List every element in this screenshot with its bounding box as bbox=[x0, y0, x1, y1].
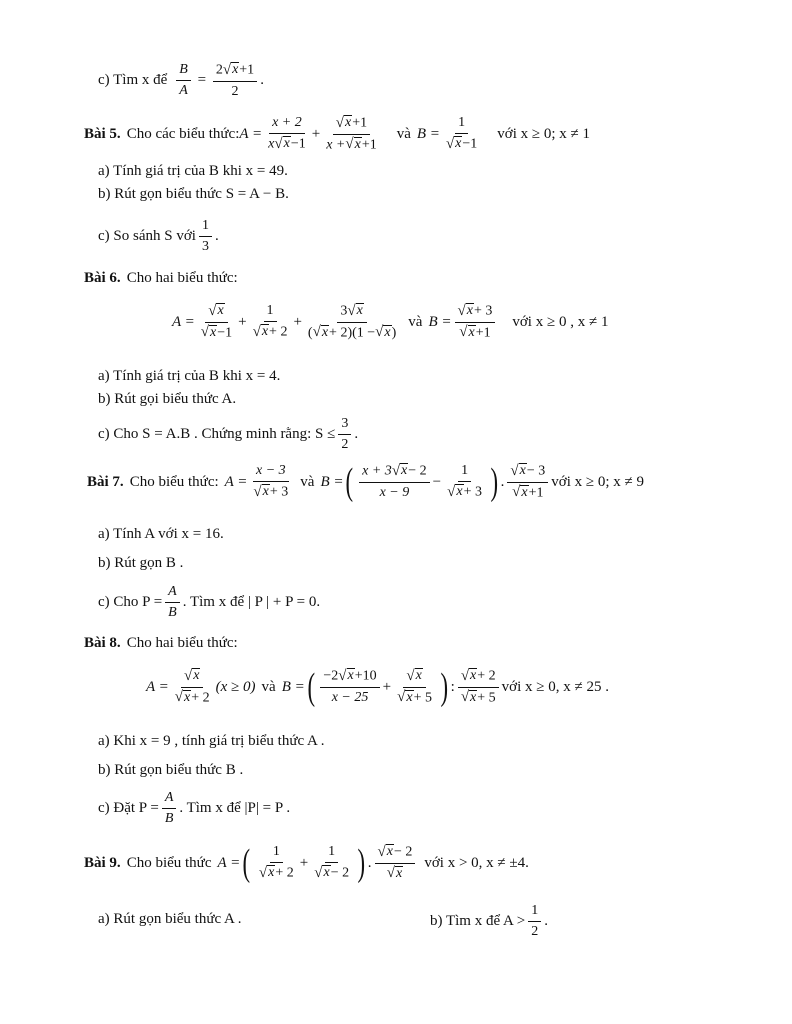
bai6-f3-paren-close: ) bbox=[391, 325, 397, 341]
bai4-c-rhs-plus: +1 bbox=[239, 62, 255, 78]
bai7-c-fraction bbox=[165, 584, 180, 621]
bai7-fraction-1: x − 3 √ x + 3 bbox=[253, 463, 289, 501]
bai7-header: Bài 7. Cho biểu thức: A = x − 3 √ x + 3 và B = ( x + 3 √ x − 2 x − 9 − 1 √ x + 3 ) . √ x − 3 √ x +1 với x ≥ 0; x ≠ 9 bbox=[87, 461, 644, 504]
bai5-fraction-1: x + 2 x √ x −1 bbox=[268, 115, 306, 153]
bai9-b bbox=[430, 903, 548, 940]
bai9-f3-num-c: − 2 bbox=[393, 844, 413, 860]
bai5-f3-den-c: −1 bbox=[462, 137, 478, 153]
bai7-paren-close: ) bbox=[490, 461, 499, 504]
bai8-condition: với x ≥ 0, x ≠ 25 . bbox=[501, 678, 609, 695]
bai6-f4-den-root: x bbox=[468, 324, 475, 340]
bai8-plus: + bbox=[382, 678, 392, 695]
bai7-c bbox=[98, 584, 320, 621]
bai6-intro: Cho hai biểu thức: bbox=[126, 270, 238, 286]
bai5-header bbox=[84, 115, 590, 154]
bai6-f1-num-root: x bbox=[217, 303, 224, 318]
bai8-f2-num-root: x bbox=[347, 668, 354, 684]
bai9-b-fraction bbox=[528, 903, 541, 940]
bai5-fraction-2: √ x +1 x + √ x +1 bbox=[326, 114, 377, 153]
bai7-fraction-3: 1 √ x + 3 bbox=[447, 463, 482, 501]
bai6-and: và bbox=[408, 313, 423, 330]
bai8-f2-num-c: +10 bbox=[354, 669, 377, 685]
bai7-fraction-2: x + 3 √ x − 2 x − 9 bbox=[359, 463, 430, 501]
bai7-and: và bbox=[300, 473, 315, 490]
bai6-a-symbol: A = bbox=[172, 313, 195, 330]
bai9-f1-den-c: + 2 bbox=[275, 866, 294, 882]
bai6-f2-den-c: + 2 bbox=[269, 325, 288, 341]
bai7-f3-den-root: x bbox=[456, 484, 463, 500]
bai7-f4-den-c: +1 bbox=[528, 485, 544, 501]
bai5-a-symbol: A = bbox=[239, 125, 263, 142]
bai7-f2-num-root: x bbox=[401, 463, 408, 479]
bai7-intro: Cho biểu thức: bbox=[129, 473, 219, 490]
bai9-header: Bài 9. Cho biểu thức A = ( 1 √ x + 2 + 1 √ x − 2 ) . √ x − 2 √ x với x > 0, x ≠ ±4. bbox=[84, 842, 529, 885]
bai9-b-tail: . bbox=[544, 913, 549, 930]
bai4-c-prefix: c) Tìm x để bbox=[98, 72, 168, 89]
bai6-f2-den-root: x bbox=[261, 324, 269, 340]
bai5-intro: Cho các biểu thức: bbox=[126, 125, 240, 142]
bai8-c-num: A bbox=[162, 790, 177, 809]
bai8-c-tail: . Tìm x để |P| = P . bbox=[179, 800, 291, 817]
bai6-c-den: 2 bbox=[341, 437, 349, 453]
bai8-f4-den-c: + 5 bbox=[477, 690, 496, 706]
bai6-fraction-1: √ x √ x −1 bbox=[200, 302, 233, 341]
bai5-f1-num: x + 2 bbox=[269, 115, 305, 134]
bai5-a-text: a) Tính giá trị của B khi x = 49. bbox=[98, 163, 288, 179]
bai6-c bbox=[98, 416, 358, 453]
bai7-label: Bài 7. bbox=[87, 473, 124, 490]
bai5-f1-den-a: x bbox=[268, 137, 275, 153]
bai5-f2-num-root: x bbox=[345, 115, 352, 130]
bai6-f4-den-c: +1 bbox=[475, 325, 491, 341]
bai8-divide: : bbox=[450, 678, 455, 695]
bai4-c-rhs-root: x bbox=[232, 62, 239, 77]
bai9-f1-num: 1 bbox=[270, 844, 283, 863]
bai8-formula bbox=[146, 668, 609, 707]
bai4-c-lhs-fraction bbox=[176, 62, 191, 99]
bai6-f2-num: 1 bbox=[264, 303, 277, 322]
bai6-f3-den-mid: + 2)(1 − bbox=[329, 325, 376, 341]
bai9-b-prefix: b) Tìm x để A > bbox=[430, 913, 526, 930]
bai8-f3-den-c: + 5 bbox=[413, 690, 432, 706]
bai9-a-text: a) Rút gọn biểu thức A . bbox=[98, 911, 242, 927]
bai5-a bbox=[98, 163, 288, 180]
bai9-a bbox=[98, 911, 242, 928]
bai8-f2-num-a: −2 bbox=[323, 669, 339, 685]
bai5-b-text: b) Rút gọn biểu thức S = A − B. bbox=[98, 186, 289, 202]
bai6-b bbox=[98, 391, 236, 408]
bai5-f2-den-root: x bbox=[354, 136, 361, 152]
bai5-b bbox=[98, 186, 289, 203]
bai9-paren-open: ( bbox=[242, 842, 251, 885]
bai5-and: và bbox=[396, 125, 411, 142]
bai6-fraction-2: 1 √ x + 2 bbox=[252, 303, 288, 341]
bai6-f1-den-c: −1 bbox=[217, 325, 233, 341]
bai6-f1-den-root: x bbox=[210, 324, 217, 340]
bai5-condition: với x ≥ 0; x ≠ 1 bbox=[497, 125, 591, 142]
bai8-c-den: B bbox=[164, 811, 174, 827]
bai6-fraction-3: 3 √ x ( √ x + 2)(1 − √ x ) bbox=[307, 302, 397, 341]
bai8-f4-den-root: x bbox=[470, 689, 477, 705]
bai6-c-num: 3 bbox=[338, 416, 351, 435]
bai8-paren-close: ) bbox=[440, 666, 449, 709]
bai6-formula: A = √ x √ x −1 + 1 √ x + 2 + 3 √ x ( √ x + 2)(1 − √ x ) và B = √ x + 3 √ x +1 với x ≥ 0 , x ≠ 1 bbox=[172, 302, 609, 341]
bai6-f3-num-coef: 3 bbox=[340, 303, 348, 319]
bai8-f3-num-root: x bbox=[415, 668, 422, 683]
bai5-c bbox=[98, 218, 219, 255]
bai6-f3-num-root: x bbox=[356, 303, 363, 318]
bai5-f2-den-a: x + bbox=[326, 137, 346, 153]
bai7-f4-num-root: x bbox=[519, 463, 526, 478]
bai7-b bbox=[98, 555, 183, 572]
bai4-c-tail: . bbox=[260, 72, 264, 89]
bai8-c-fraction bbox=[162, 790, 177, 827]
bai6-c-tail: . bbox=[354, 426, 359, 443]
bai9-b-num: 1 bbox=[528, 903, 541, 922]
bai8-f4-num-root: x bbox=[470, 668, 477, 683]
bai8-and: và bbox=[261, 678, 276, 695]
bai8-a-symbol: A = bbox=[146, 678, 169, 695]
bai7-f1-num: x − 3 bbox=[253, 463, 289, 482]
bai6-f4-num-root: x bbox=[466, 303, 473, 318]
bai5-b-symbol: B = bbox=[416, 125, 440, 142]
bai8-intro: Cho hai biểu thức: bbox=[126, 635, 238, 651]
bai6-f3-paren-open: ( bbox=[307, 325, 313, 341]
bai9-f1-den-root: x bbox=[268, 865, 275, 881]
bai7-c-tail: . Tìm x để | P | + P = 0. bbox=[182, 594, 321, 611]
bai4-c-rhs-coef: 2 bbox=[215, 62, 223, 78]
bai7-f2-den: x − 9 bbox=[379, 485, 410, 501]
bai6-label: Bài 6. bbox=[84, 270, 121, 286]
bai8-f3-den-root: x bbox=[406, 689, 413, 705]
bai7-c-num: A bbox=[165, 584, 180, 603]
bai8-fraction-4: √ x + 2 √ x + 5 bbox=[458, 668, 499, 707]
bai8-f1-den-c: + 2 bbox=[191, 690, 210, 706]
bai8-c bbox=[98, 790, 290, 827]
bai9-label: Bài 9. bbox=[84, 854, 121, 871]
bai5-c-den: 3 bbox=[201, 239, 209, 255]
bai9-b-den: 2 bbox=[531, 924, 539, 940]
bai9-fraction-3: √ x − 2 √ x bbox=[375, 844, 416, 883]
bai7-c-prefix: c) Cho P = bbox=[98, 594, 163, 611]
bai9-f2-den-c: − 2 bbox=[330, 866, 350, 882]
bai8-b bbox=[98, 762, 243, 779]
bai6-c-fraction bbox=[338, 416, 351, 453]
bai9-f2-num: 1 bbox=[325, 844, 338, 863]
bai5-plus: + bbox=[311, 125, 321, 142]
bai8-a-condition: (x ≥ 0) bbox=[215, 678, 256, 695]
bai9-f3-den-root: x bbox=[395, 865, 403, 881]
bai8-a bbox=[98, 733, 325, 750]
bai7-c-den: B bbox=[168, 605, 177, 621]
bai7-condition: với x ≥ 0; x ≠ 9 bbox=[551, 473, 644, 490]
bai7-f1-den-root: x bbox=[262, 484, 269, 500]
bai7-f3-num: 1 bbox=[458, 463, 471, 482]
bai6-header bbox=[84, 270, 238, 287]
bai9-paren-close: ) bbox=[357, 842, 366, 885]
bai8-f2-den: x − 25 bbox=[331, 690, 369, 706]
bai8-label: Bài 8. bbox=[84, 635, 121, 651]
bai8-f1-den-root: x bbox=[184, 689, 191, 705]
bai5-f1-den-c: −1 bbox=[290, 137, 306, 153]
bai6-b-symbol: B = bbox=[428, 313, 452, 330]
bai6-f4-num-c: + 3 bbox=[473, 303, 493, 319]
bai6-b-text: b) Rút gọi biểu thức A. bbox=[98, 391, 237, 407]
bai7-f1-den-c: + 3 bbox=[269, 485, 289, 501]
bai9-fraction-1: 1 √ x + 2 bbox=[258, 844, 294, 882]
bai4-c-lhs-num: B bbox=[176, 62, 191, 81]
bai8-b-symbol: B = bbox=[281, 678, 305, 695]
bai5-f3-num: 1 bbox=[455, 115, 468, 134]
bai5-c-num: 1 bbox=[199, 218, 212, 237]
bai5-f2-den-c: +1 bbox=[361, 137, 377, 153]
bai5-label: Bài 5. bbox=[84, 125, 121, 142]
bai7-f4-num-c: − 3 bbox=[526, 463, 546, 479]
bai7-minus: − bbox=[432, 473, 442, 490]
bai4-c-line: c) Tìm x để $\frac{B}{A}$ = 2 √ x +1 2 . bbox=[98, 61, 264, 99]
bai5-f1-den-root: x bbox=[283, 136, 290, 152]
bai8-fraction-1: √ x √ x + 2 bbox=[174, 667, 210, 706]
bai7-b-symbol: B = bbox=[320, 473, 344, 490]
bai4-c-rhs-den: 2 bbox=[231, 83, 239, 99]
bai7-f3-den-c: + 3 bbox=[463, 485, 482, 501]
bai8-b-text: b) Rút gọn biểu thức B . bbox=[98, 762, 244, 778]
bai7-f2-num-c: − 2 bbox=[408, 464, 427, 480]
bai5-fraction-3: 1 √ x −1 bbox=[445, 115, 478, 153]
bai5-f2-num-c: +1 bbox=[352, 115, 368, 131]
bai6-condition: với x ≥ 0 , x ≠ 1 bbox=[512, 313, 609, 330]
bai5-c-prefix: c) So sánh S với bbox=[98, 228, 196, 245]
bai8-a-text: a) Khi x = 9 , tính giá trị biểu thức A . bbox=[98, 733, 325, 749]
bai6-fraction-4: √ x + 3 √ x +1 bbox=[455, 303, 496, 342]
bai7-f4-den-root: x bbox=[521, 484, 528, 500]
bai6-c-prefix: c) Cho S = A.B . Chứng minh rằng: S ≤ bbox=[98, 426, 336, 443]
bai6-f3-den-root2: x bbox=[384, 324, 391, 340]
bai4-c-lhs-den: A bbox=[179, 83, 188, 99]
bai8-paren-open: ( bbox=[307, 666, 315, 709]
bai8-c-prefix: c) Đặt P = bbox=[98, 800, 159, 817]
bai7-f2-num-a: x + 3 bbox=[362, 464, 392, 480]
bai9-fraction-2: 1 √ x − 2 bbox=[314, 844, 350, 882]
bai6-f3-den-root1: x bbox=[321, 324, 329, 340]
bai7-fraction-4: √ x − 3 √ x +1 bbox=[507, 463, 548, 502]
bai7-paren-open: ( bbox=[346, 461, 354, 504]
bai8-fraction-3: √ x √ x + 5 bbox=[397, 667, 432, 706]
bai7-a-symbol: A = bbox=[224, 473, 248, 490]
bai9-plus: + bbox=[299, 854, 309, 871]
bai9-condition: với x > 0, x ≠ ±4. bbox=[424, 854, 529, 871]
bai7-b-text: b) Rút gọn B . bbox=[98, 555, 184, 571]
bai9-f3-num-root: x bbox=[386, 844, 393, 859]
bai9-a-symbol: A = bbox=[217, 854, 241, 871]
bai5-f3-den-root: x bbox=[455, 136, 462, 152]
bai9-intro: Cho biểu thức bbox=[126, 854, 212, 871]
bai5-c-tail: . bbox=[214, 228, 219, 245]
bai8-f4-num-c: + 2 bbox=[477, 668, 496, 684]
bai8-f1-num-root: x bbox=[193, 668, 200, 683]
bai7-a-text: a) Tính A với x = 16. bbox=[98, 526, 224, 542]
bai6-a bbox=[98, 368, 280, 385]
bai9-f2-den-root: x bbox=[323, 865, 330, 881]
bai4-c-rhs-fraction: 2 √ x +1 2 bbox=[213, 62, 257, 100]
bai5-c-fraction bbox=[199, 218, 212, 255]
bai7-a bbox=[98, 526, 224, 543]
bai8-header bbox=[84, 635, 238, 652]
bai8-fraction-2: −2 √ x +10 x − 25 bbox=[320, 668, 379, 706]
bai6-a-text: a) Tính giá trị của B khi x = 4. bbox=[98, 368, 281, 384]
